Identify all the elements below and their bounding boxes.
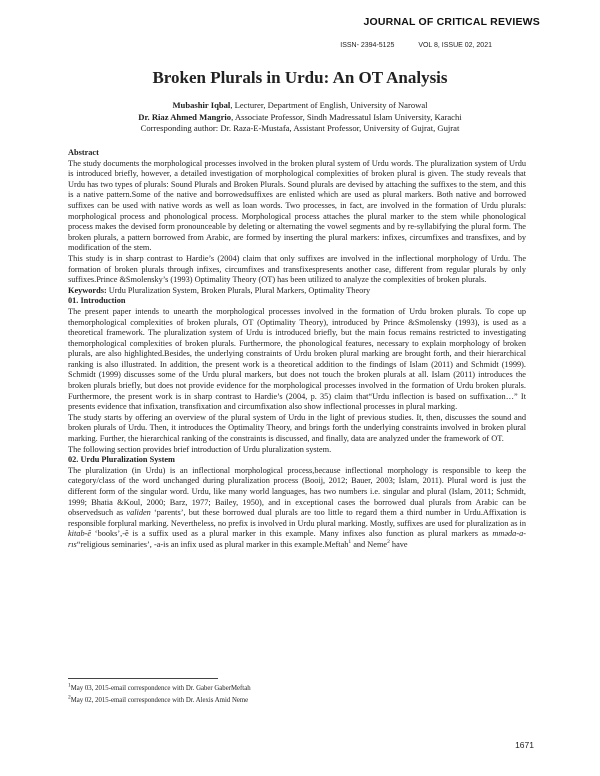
urdu-term: kitab-ẽ: [68, 529, 92, 539]
section-heading-pluralization: 02. Urdu Pluralization System: [68, 455, 175, 465]
volume-issue: VOL 8, ISSUE 02, 2021: [418, 42, 492, 49]
author-name: Mubashir Iqbal: [172, 100, 231, 110]
corresponding-author-line: [0, 123, 600, 135]
corresponding-author: Corresponding author: Dr. Raza-E-Mustafa, Assistant Professor, University of Gujrat, Gujrat: [140, 123, 460, 133]
footnote-text: May 03, 2015-email correspondence with Dr. Gaber GaberMeftah: [70, 685, 251, 692]
author-line-2: [0, 112, 600, 124]
footnote: [68, 696, 526, 706]
body-paragraph: The present paper intends to unearth the morphological processes involved in the formation of Urdu broken plurals. To cope up themorphological complexities of broken plurals, OT (Optimality Theory), introduced by Prince &Smolensky (1993), is used as a theoretical framework. The pluralization system of Urdu is introduced briefly, but the main focus remains restricted to investigating themorphological complexities of broken plurals. Furthermore, the phonological features, necessary to explain morphology of broken plurals, are also highlighted.Besides, the underlying constraints of Urdu broken plural marking are brought forth, and their hierarchical ranking is also illustrated. In addition, the present work is a theoretical addition to the findings of Islam (2011) and Schmidt (1999). Schmidt (1999) discusses some of the Urdu plural markers, but does not touch the broken plurals at all. Islam (2011) introduces the broken plurals briefly, but does not provide evidence for the morphological processes involved in the formation of Urdu broken plurals. Furthermore, the present work is in sharp contrast to Hardie’s (2004, p. 35) claim that“Urdu inflection is based on suffixation…” It presents evidence that infixation, transfixation and circumfixation also show inflectional processes in plural marking.: [68, 306, 526, 412]
keywords-list: Urdu Pluralization System, Broken Plurals, Plural Markers, Optimality Theory: [106, 285, 371, 295]
author-affiliation: , Lecturer, Department of English, University of Narowal: [230, 100, 428, 110]
journal-name: JOURNAL OF CRITICAL REVIEWS: [363, 16, 540, 28]
paper-title: Broken Plurals in Urdu: An OT Analysis: [152, 68, 448, 87]
abstract-paragraph: This study is in sharp contrast to Hardie’s (2004) claim that only suffixes are involved in the inflectional morphology of Urdu. The formation of broken plurals through infixes, circumfixes and transfixespresents another case, different from regular plurals by only suffixes.Prince &Smolensky’s (1993) Optimality Theory (OT) has been utilized to analyze the complexities of broken plurals.: [68, 253, 526, 285]
article-body: [68, 148, 526, 551]
page-number: 1671: [515, 740, 534, 750]
body-paragraph: The following section provides brief introduction of Urdu pluralization system.: [68, 444, 332, 454]
footnote-text: May 02, 2015-email correspondence with Dr. Alexis Amid Neme: [70, 697, 249, 704]
text-run: ‘books’,-ẽ is a suffix used as a plural marker in this example. Many infixes also function as plural markers as: [91, 529, 493, 539]
footnote-divider: [68, 678, 218, 679]
keywords: [68, 286, 526, 297]
footnote-number: 1: [68, 682, 71, 689]
urdu-term: mmədɑ-a-rıs: [68, 529, 526, 549]
text-run: and Neme: [351, 539, 388, 549]
footnote: [68, 684, 526, 694]
text-run: ‘parents’, but these borrowed dual plurals are too little to regard them a third number in Urdu.Affixation is responsible forplural marking. Nevertheless, no prefix is involved in Urdu plural marking. Mostly, suffixes are used for pluralization as in: [68, 508, 526, 528]
body-paragraph: [68, 466, 526, 551]
text-run: “religious seminaries’, -a-is an infix used as plural marker in this example.Meftah: [76, 539, 349, 549]
author-name: Dr. Riaz Ahmed Mangrio: [138, 111, 232, 122]
issn: ISSN- 2394-5125: [340, 42, 395, 49]
abstract-paragraph: The study documents the morphological processes involved in the broken plural system of Urdu words. The pluralization system of Urdu is introduced briefly, however, a detailed investigation of morphological complexities of broken plural is given. The study reveals that Urdu has two types of plurals: Sound Plurals and Broken Plurals. Sound plurals are devised by attaching the suffixes to the stem, and this is a native pattern.Some of the native and borrowedsuffixes are enlisted which are used as plural markers. Both native and borrowed suffixes can be used with native words as well as loan words. Two processes, in fact, are involved in the formation of Urdu plurals: morphological process and phonological process. Morphological process attaches the plural marker to the stem while phonological process makes the devised form pronounceable by deleting or alternating the vowel segments and by re-syllabifying the plural form. The broken plurals, a pattern borrowed from Arabic, are formed by inserting the plural markers: infixes, circumfixes and transfixes, and by modification of the stem.: [68, 158, 526, 253]
keywords-label: Keywords:: [68, 285, 107, 295]
body-paragraph: The study starts by offering an overview of the plural system of Urdu in the light of previous studies. It, then, discusses the sound and broken plurals of Urdu. Then, it introduces the Optimality Theory, and brings forth the underlying constraints involved in broken plural marking. Further, the hierarchical ranking of the constraints is discussed, and finally, data are analyzed under the framework of OT.: [68, 412, 526, 444]
text-run: have: [389, 539, 408, 549]
author-block: [0, 100, 600, 135]
abstract-heading: Abstract: [68, 148, 99, 157]
footnotes: [68, 678, 526, 708]
issn-volume-line: [340, 42, 492, 49]
footnote-marker[interactable]: 1: [348, 539, 352, 546]
footnote-marker[interactable]: 2: [387, 539, 390, 546]
footnote-number: 2: [68, 694, 71, 701]
text-run: The pluralization (in Urdu) is an inflectional morphological process,because inflectional morphology is responsible to keep the category/class of the word unchanged during pluralization process (Booij, 2012; Bauer, 2003; Islam, 2011). Plural word is just the different form of the singular word. Urdu, like many world languages, has two numbers i.e. singular and plural (Islam, 2011; Schmidt, 1999; Bhatia &Koul, 2000; Barz, 1977; Bailey, 1950), and in exceptional cases the borrowed dual plurals from Arabic can be observedsuch as: [68, 465, 526, 518]
urdu-term: validen: [126, 508, 151, 518]
author-line-1: [0, 100, 600, 112]
author-affiliation: , Associate Professor, Sindh Madressatul Islam University, Karachi: [231, 111, 462, 122]
section-heading-introduction: 01. Introduction: [68, 296, 126, 306]
